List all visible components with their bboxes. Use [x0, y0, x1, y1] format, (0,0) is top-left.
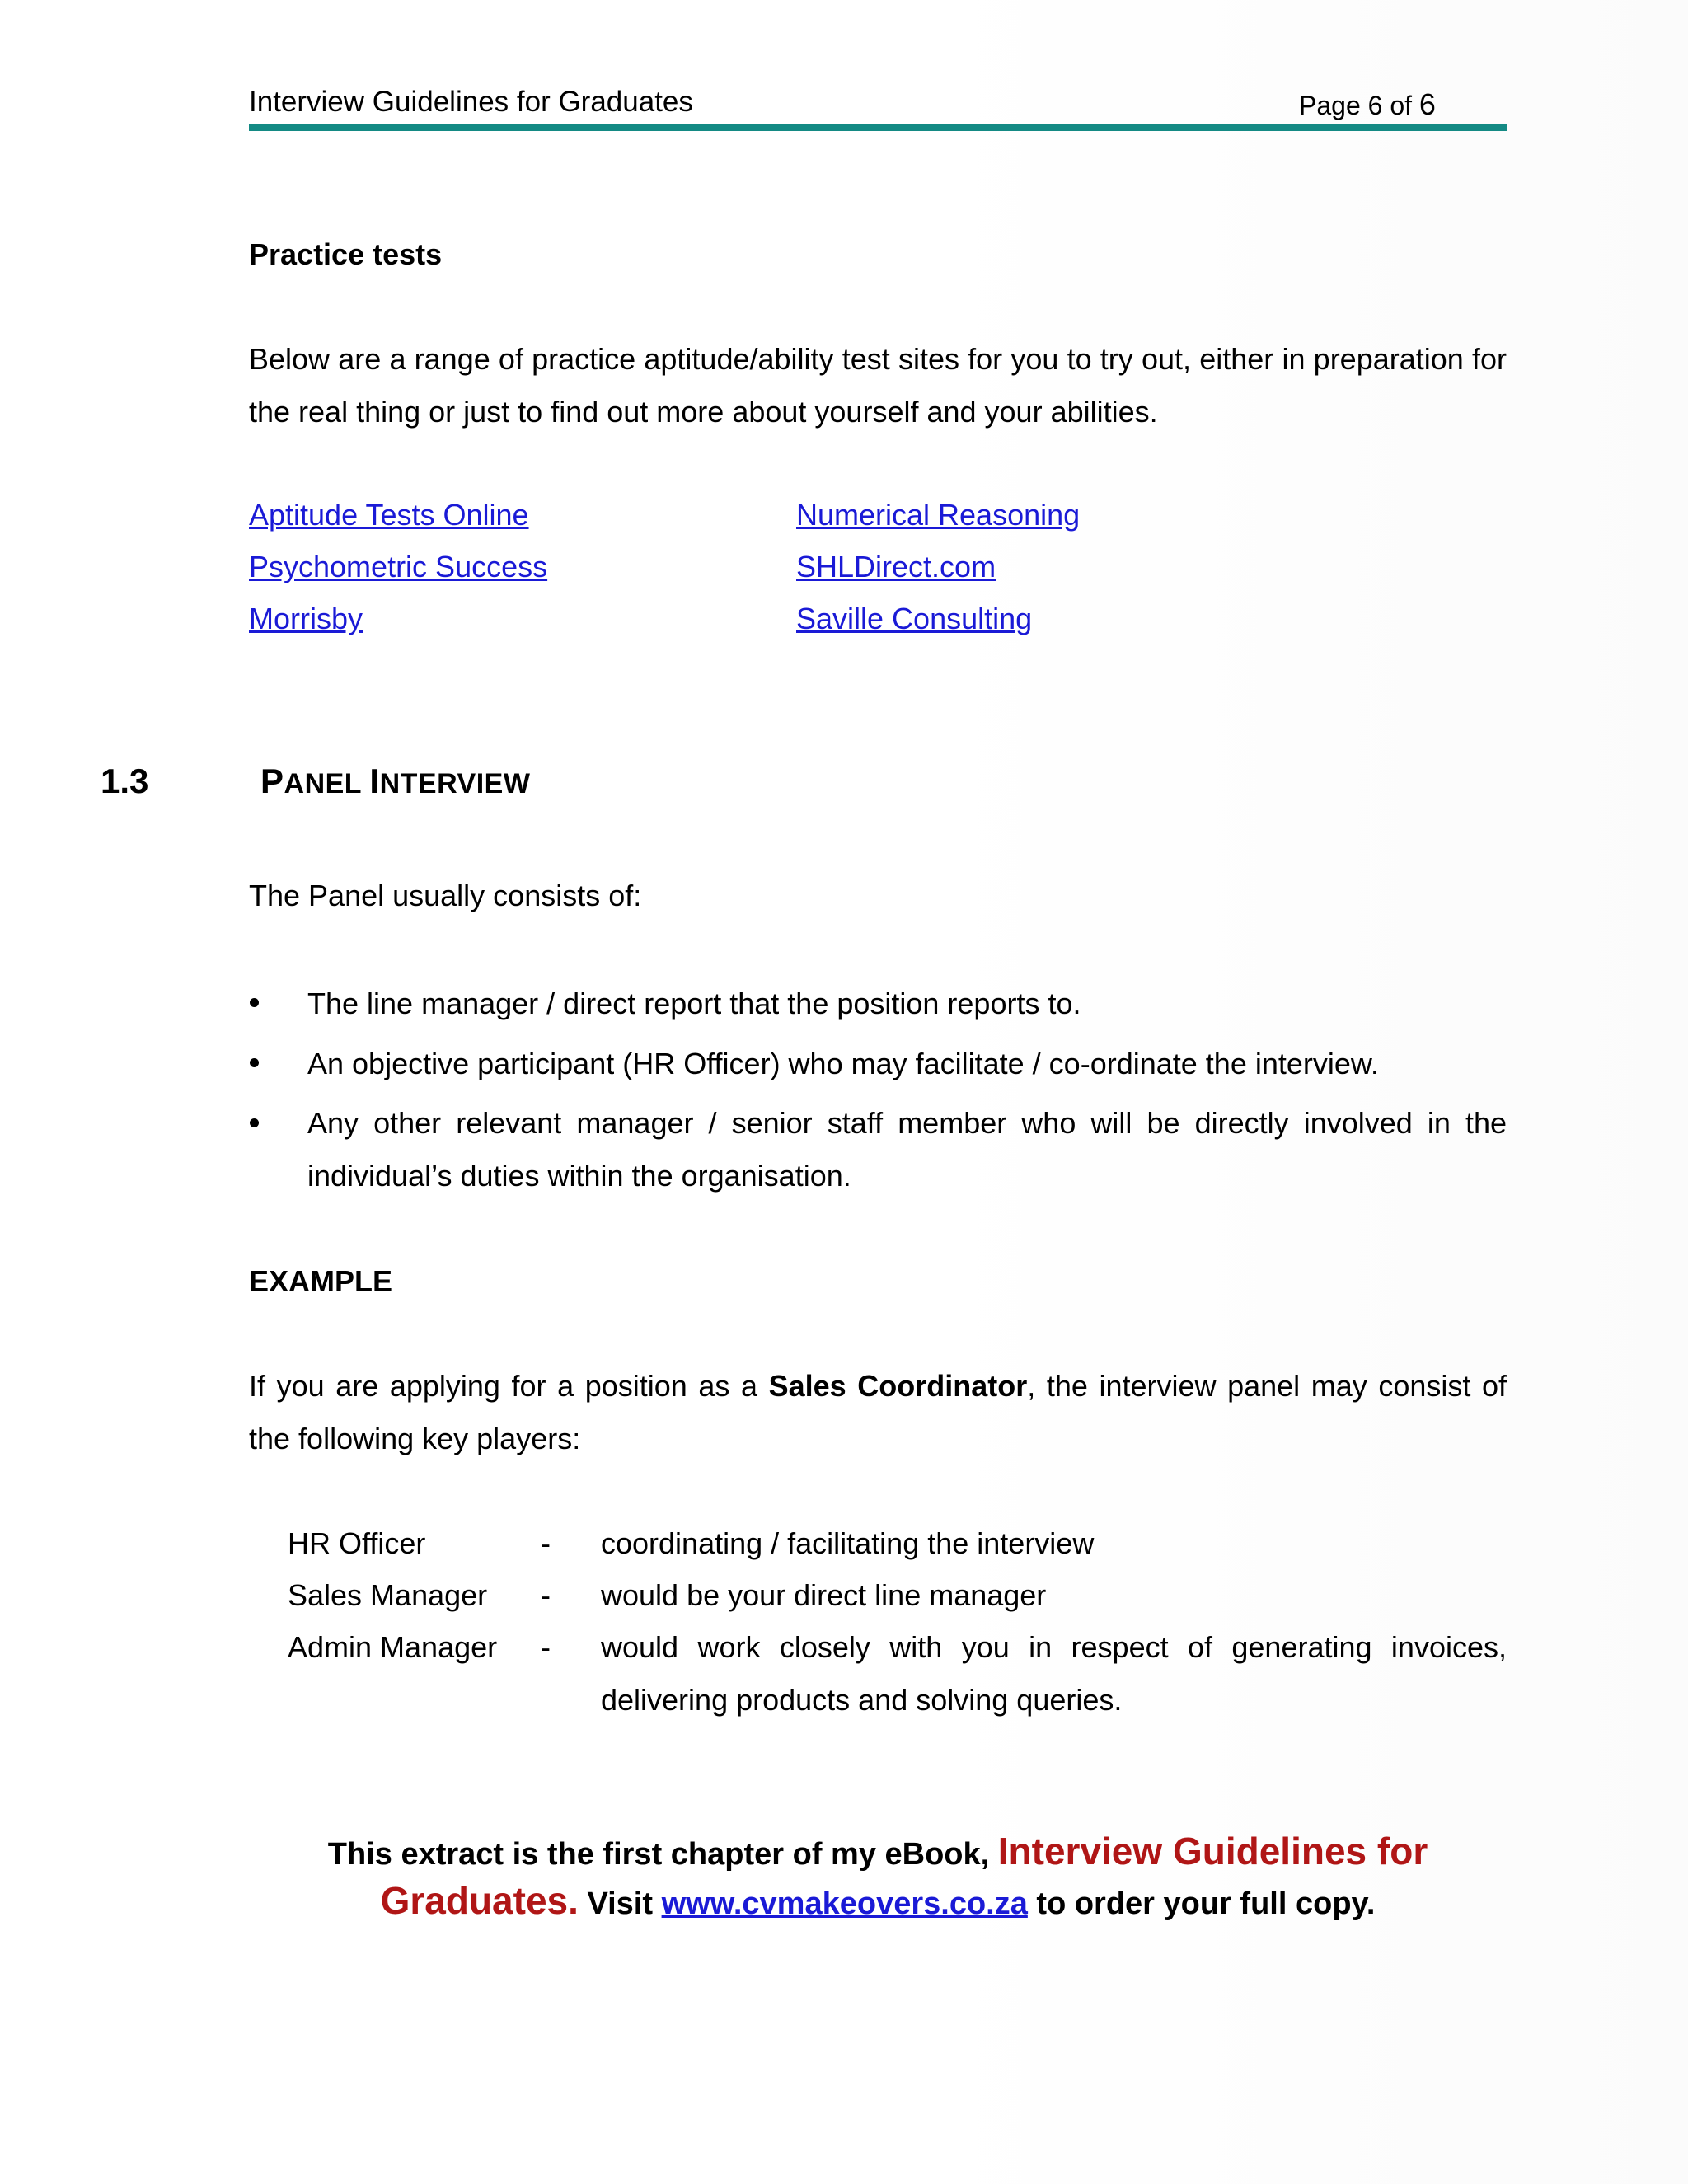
- role-name: HR Officer: [288, 1526, 426, 1560]
- link-numerical-reasoning[interactable]: Numerical Reasoning: [796, 498, 1081, 532]
- example-position: Sales Coordinator: [768, 1369, 1028, 1403]
- bullet-item: The line manager / direct report that the position reports to.: [307, 987, 1081, 1020]
- bullet-dot: [250, 1118, 259, 1127]
- role-dash: -: [541, 1630, 551, 1664]
- link-morrisby[interactable]: Morrisby: [249, 602, 363, 635]
- bullet-dot: [250, 998, 259, 1007]
- header-page-number: [1299, 87, 1436, 122]
- link-aptitude-tests-online[interactable]: Aptitude Tests Online: [249, 498, 529, 532]
- practice-intro-paragraph: Below are a range of practice aptitude/ability test sites for you to try out, either in preparation for the real thing or just to find out more about yourself and your abilities.: [249, 342, 1507, 429]
- link-psychometric-success[interactable]: Psychometric Success: [249, 550, 548, 583]
- title-sc-nterview: NTERVIEW: [379, 768, 531, 799]
- promo-text-3: to order your full copy.: [1027, 1886, 1376, 1921]
- page-header: [249, 86, 1507, 124]
- panel-intro: The Panel usually consists of:: [249, 879, 642, 912]
- role-dash: -: [541, 1578, 551, 1612]
- title-cap-i: I: [369, 762, 380, 800]
- link-saville-consulting[interactable]: Saville Consulting: [796, 602, 1033, 635]
- section-title: [260, 762, 530, 801]
- bullet-item: Any other relevant manager / senior staff member who will be directly involved in the individual’s duties within the organisation.: [307, 1106, 1507, 1193]
- ebook-promo: [249, 1828, 1507, 1927]
- role-description: coordinating / facilitating the interview: [601, 1526, 1095, 1560]
- practice-tests-heading: Practice tests: [249, 237, 443, 271]
- page-prefix: Page 6 of: [1299, 91, 1419, 120]
- role-name: Admin Manager: [288, 1630, 498, 1664]
- promo-text-2: Visit: [578, 1886, 662, 1921]
- example-text-after: , the interview panel may consist of the following key players:: [249, 1369, 1507, 1455]
- promo-book-title: Interview Guidelines for Graduates.: [380, 1830, 1428, 1922]
- header-rule: [249, 124, 1507, 131]
- page-total: 6: [1418, 87, 1436, 121]
- example-text-before: If you are applying for a position as a: [249, 1369, 769, 1403]
- role-description: would work closely with you in respect of generating invoices, delivering products and solving queries.: [601, 1630, 1507, 1717]
- title-sc-anel: ANEL: [284, 768, 370, 799]
- title-cap-p: P: [260, 762, 284, 800]
- promo-website-link[interactable]: www.cvmakeovers.co.za: [661, 1886, 1028, 1921]
- example-paragraph: [249, 1360, 1507, 1465]
- link-shldirect[interactable]: SHLDirect.com: [796, 550, 996, 583]
- role-name: Sales Manager: [288, 1578, 488, 1612]
- example-heading: EXAMPLE: [249, 1264, 393, 1298]
- role-dash: -: [541, 1526, 551, 1560]
- bullet-dot: [250, 1058, 259, 1067]
- promo-text-1: This extract is the first chapter of my eBook,: [327, 1837, 998, 1872]
- section-number: 1.3: [101, 762, 149, 800]
- role-description: would be your direct line manager: [601, 1578, 1047, 1612]
- header-title: Interview Guidelines for Graduates: [249, 86, 693, 118]
- bullet-item: An objective participant (HR Officer) who may facilitate / co-ordinate the interview.: [307, 1047, 1379, 1080]
